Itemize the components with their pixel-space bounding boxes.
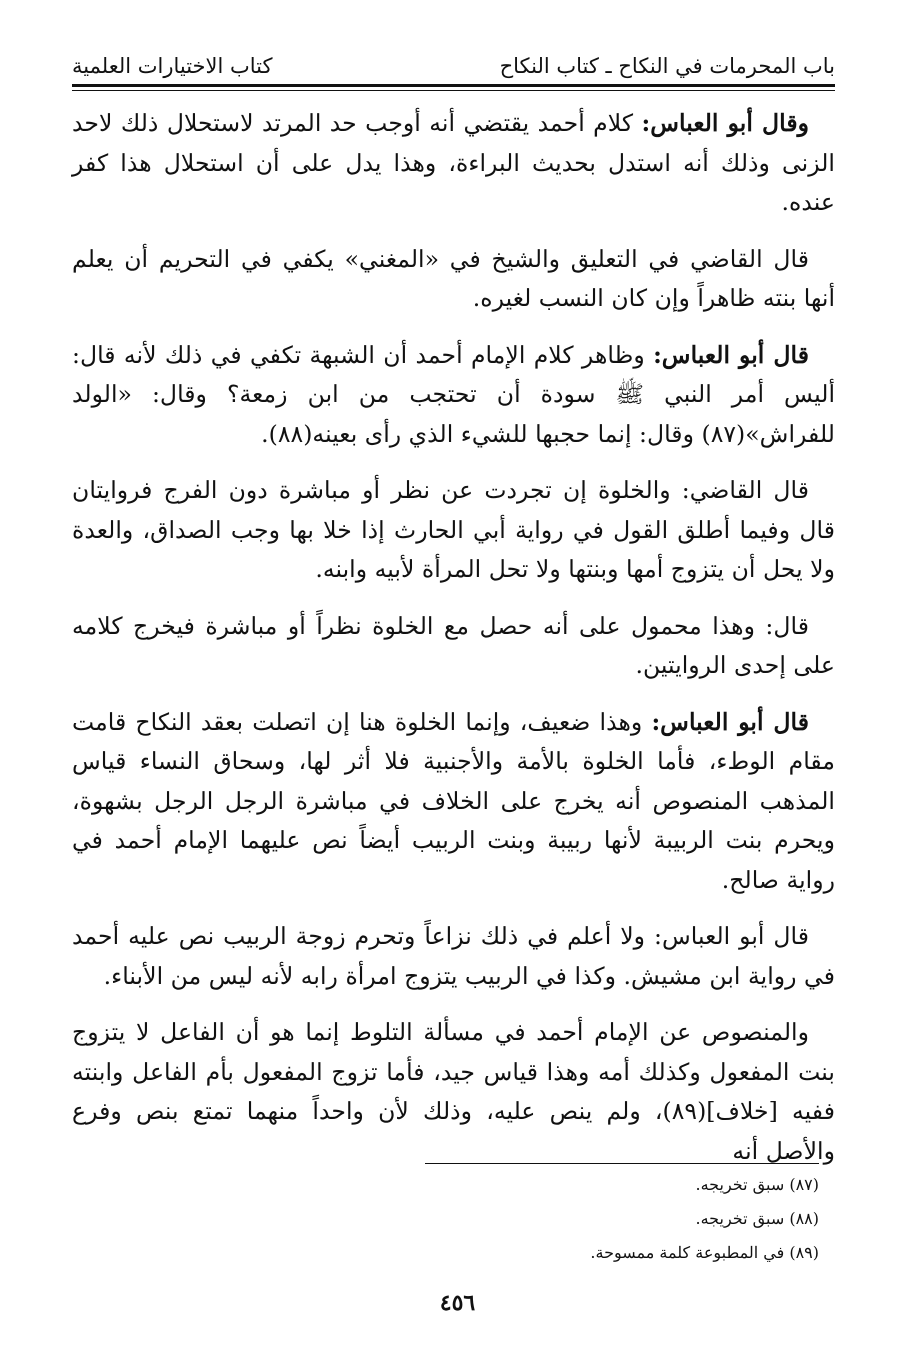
paragraph-text: كلام أحمد يقتضي أنه أوجب حد المرتد لاستحلال ذلك لاحد الزنى وذلك أنه استدل بحديث البراءة، وهذا يدل على أن استحلال هذا كفر عنده.: [72, 109, 835, 216]
speaker-label: قال أبو العباس:: [653, 340, 809, 369]
paragraph-text: قال: وهذا محمول على أنه حصل مع الخلوة نظراً أو مباشرة فيخرج كلامه على إحدى الروايتين.: [72, 611, 835, 679]
paragraph: [72, 104, 835, 223]
paragraph-text: والمنصوص عن الإمام أحمد في مسألة التلوط إنما هو أن الفاعل لا يتزوج بنت المفعول وكذلك أمه وهذا قياس جيد، فأما تزوج المفعول بأم الفاعل وابنته ففيه [خلاف](٨٩)، ولم ينص عليه، وذلك لأن واحداً منهما تمتع بنص وفرع والأصل أنه: [72, 1018, 835, 1165]
speaker-label: قال أبو العباس:: [651, 707, 810, 736]
chapter-title: باب المحرمات في النكاح ـ كتاب النكاح: [499, 54, 835, 78]
paragraph-text: وهذا ضعيف، وإنما الخلوة هنا إن اتصلت بعقد النكاح قامت مقام الوطء، فأما الخلوة بالأمة والأجنبية فلا أثر لها، وسحاق النساء قياس المذهب المنصوص أنه يخرج على الخلاف في مباشرة الرجل الرجل بشهوة، ويحرم بنت الربيبة لأنها ربيبة وبنت الربيب أيضاً نص عليهما الإمام أحمد في رواية صالح.: [72, 707, 835, 894]
header-rule-thin: [72, 90, 835, 91]
paragraph: [72, 471, 835, 590]
paragraph: [72, 917, 835, 996]
paragraph-text: قال القاضي في التعليق والشيخ في «المغني» يكفي في التحريم أن يعلم أنها بنته ظاهراً وإن كان النسب لغيره.: [72, 244, 835, 312]
page-number: ٤٥٦: [439, 1290, 476, 1316]
book-title: كتاب الاختيارات العلمية: [72, 54, 273, 78]
paragraph: [72, 336, 835, 455]
running-header: [72, 40, 835, 78]
paragraph-text: وظاهر كلام الإمام أحمد أن الشبهة تكفي في ذلك لأنه قال: أليس أمر النبي ﷺ سودة أن تحتجب من ابن زمعة؟ وقال: «الولد للفراش»(٨٧) وقال: إنما حجبها للشيء الذي رأى بعينه(٨٨).: [72, 340, 835, 448]
footnote: (٨٧) سبق تخريجه.: [695, 1175, 819, 1194]
paragraph-text: قال أبو العباس: ولا أعلم في ذلك نزاعاً وتحرم زوجة الربيب نص عليه أحمد في رواية ابن مشيش. وكذا في الربيب يتزوج امرأة رابه لأنه ليس من الأبناء.: [72, 922, 835, 990]
header-rule-thick: [72, 84, 835, 87]
footnote: (٨٨) سبق تخريجه.: [695, 1209, 819, 1228]
paragraph: [72, 607, 835, 686]
paragraph-text: قال القاضي: والخلوة إن تجردت عن نظر أو مباشرة دون الفرج فروايتان قال وفيما أطلق القول في رواية أبي الحارث إذا خلا بها وجب الصداق، والعدة ولا يحل أن يتزوج أمها وبنتها ولا تحل المرأة لأبيه وابنه.: [72, 476, 835, 583]
footnote: (٨٩) في المطبوعة كلمة ممسوحة.: [590, 1243, 819, 1262]
paragraph: [72, 703, 835, 901]
footnotes: [300, 1168, 819, 1270]
paragraph: [72, 1013, 835, 1171]
main-text: [72, 104, 835, 1188]
speaker-label: وقال أبو العباس:: [641, 109, 810, 137]
paragraph: [72, 240, 835, 319]
footnote-separator: [425, 1163, 819, 1164]
